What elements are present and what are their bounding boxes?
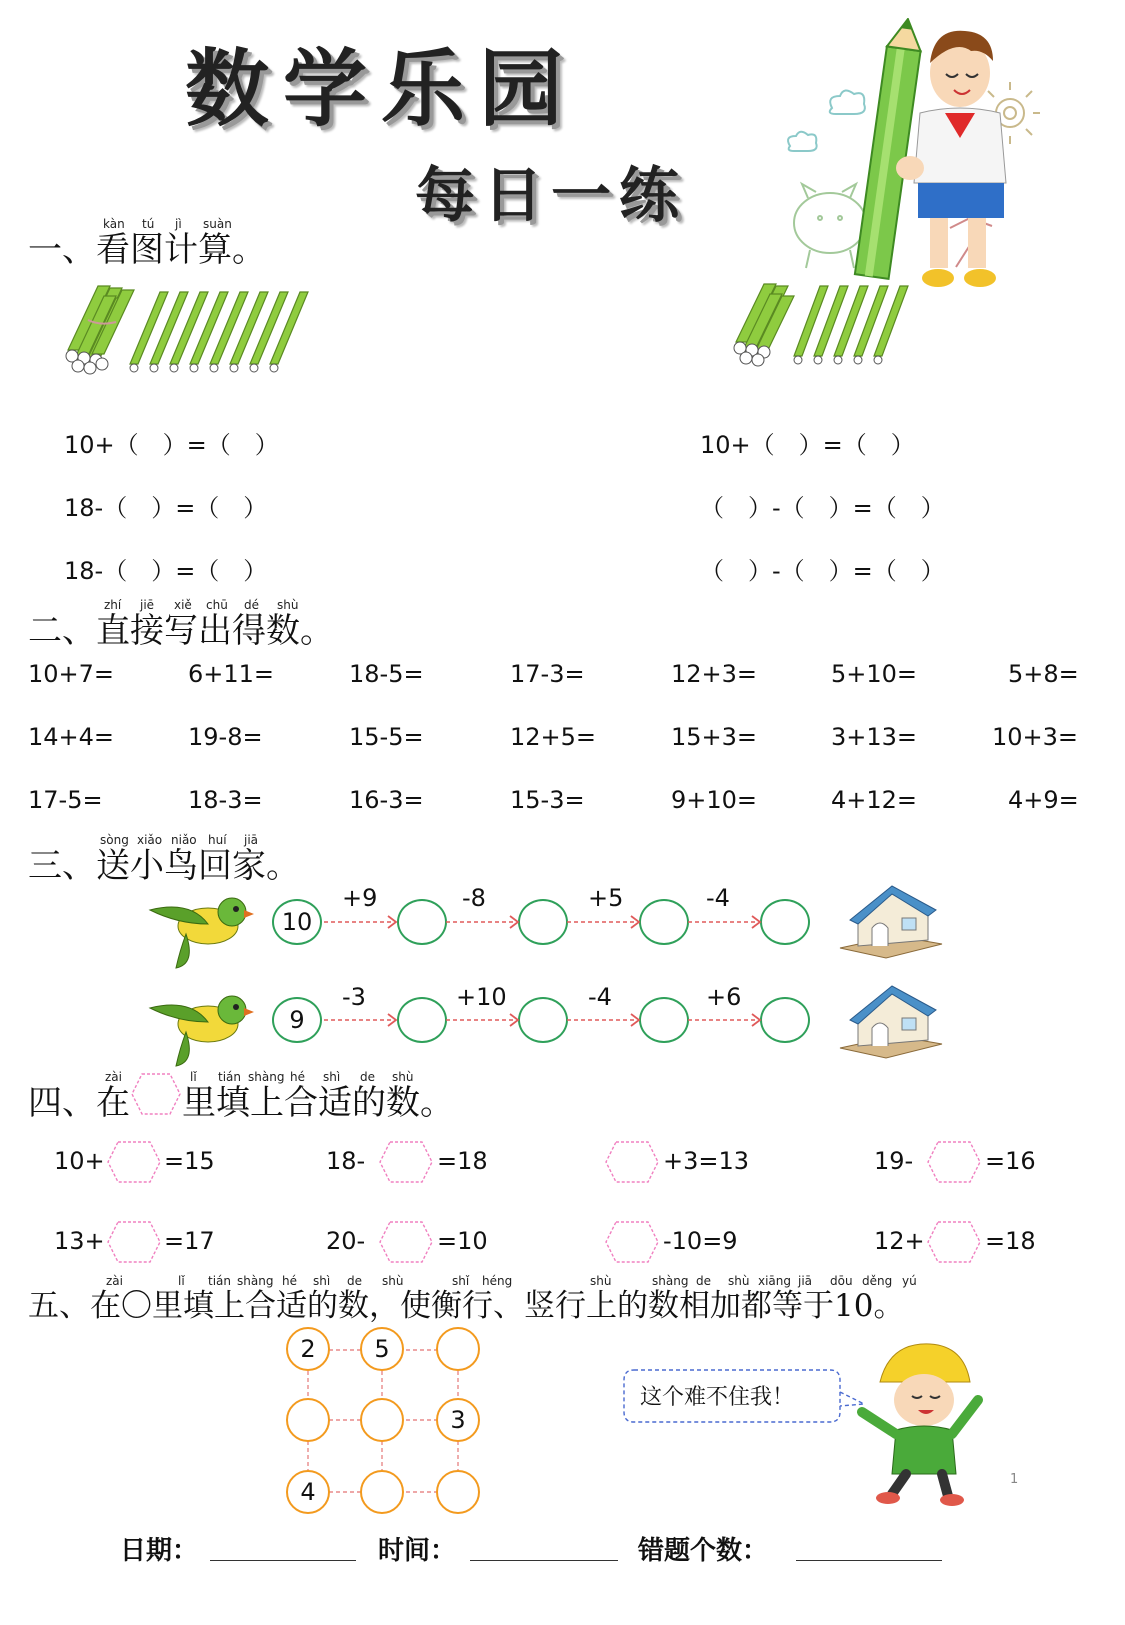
pinyin: jì [175,217,182,231]
operation-label: -8 [462,884,486,912]
pinyin: héng [482,1274,513,1288]
picture-equation: （ ）-（ ）=（ ） [700,494,945,522]
pinyin: shàng [237,1274,274,1288]
start-number-circle: 10 [272,899,322,945]
operation-label: -4 [588,983,612,1011]
grid-cell[interactable] [436,1327,480,1371]
operation-label: +9 [342,884,378,912]
pinyin: chū [206,598,228,612]
pinyin: niǎo [171,833,197,847]
pinyin: jiē [140,598,155,612]
math-problem: 12+5= [510,723,597,751]
hexagon-answer-box[interactable] [604,1140,660,1184]
hexagon-answer-box[interactable] [378,1220,434,1264]
bird-icon [146,890,256,970]
fill-in-suffix: =18 [437,1147,488,1175]
pinyin: shù [728,1274,750,1288]
hexagon-answer-box[interactable] [378,1140,434,1184]
fill-in-prefix: 12+ [874,1227,925,1255]
grid-cell: 4 [286,1470,330,1514]
grid-cell: 3 [436,1398,480,1442]
math-problem: 6+11= [188,660,275,688]
pinyin: tián [208,1274,231,1288]
pinyin: tián [218,1070,241,1084]
kid-illustration [850,1338,990,1508]
time-label: 时间： [378,1536,457,1566]
section-3-heading: 三、送小鸟回家。 [28,846,300,886]
picture-equation: （ ）-（ ）=（ ） [700,557,945,585]
house-icon [836,882,946,962]
pinyin: de [347,1274,362,1288]
pinyin: děng [862,1274,893,1288]
grid-cell: 2 [286,1327,330,1371]
pinyin: tú [142,217,155,231]
pinyin: shǐ [452,1274,470,1288]
pinyin: shàng [652,1274,689,1288]
fill-in-suffix: =10 [437,1227,488,1255]
start-number-circle: 9 [272,997,322,1043]
pinyin: hé [290,1070,305,1084]
pinyin: shù [382,1274,404,1288]
pinyin: shì [323,1070,341,1084]
pinyin: zài [106,1274,123,1288]
hexagon-answer-box[interactable] [106,1140,162,1184]
pinyin: xiě [174,598,192,612]
math-problem: 5+10= [831,660,918,688]
operation-label: -3 [342,983,366,1011]
pinyin: lǐ [190,1070,197,1084]
grid-cell[interactable] [360,1470,404,1514]
pinyin: shù [392,1070,414,1084]
grid-cell[interactable] [360,1398,404,1442]
fill-in-prefix: 10+ [54,1147,105,1175]
math-problem: 18-3= [188,786,263,814]
hexagon-answer-box[interactable] [926,1140,982,1184]
bird-icon [146,988,256,1068]
errors-label: 错题个数： [638,1536,769,1566]
pinyin: jiā [244,833,259,847]
math-problem: 14+4= [28,723,115,751]
math-problem: 10+7= [28,660,115,688]
pinyin: de [360,1070,375,1084]
stick-bundle-right [728,278,918,368]
section-2-heading: 二、直接写出得数。 [28,611,334,651]
errors-input-line[interactable] [796,1560,942,1561]
pinyin: jiā [798,1274,813,1288]
math-problem: 4+9= [1008,786,1079,814]
math-problem: 5+8= [1008,660,1079,688]
fill-in-prefix: 13+ [54,1227,105,1255]
answer-circle[interactable] [760,899,810,945]
mental-math-grid [28,660,1088,849]
pinyin: zài [105,1070,122,1084]
picture-equation: 10+（ ）=（ ） [64,431,279,459]
math-problem: 9+10= [671,786,758,814]
pinyin: de [696,1274,711,1288]
math-problem: 15+3= [671,723,758,751]
stick-bundle-left [60,280,310,380]
pinyin: xiǎo [137,833,163,847]
answer-circle[interactable] [760,997,810,1043]
pinyin: dōu [830,1274,853,1288]
operation-label: +10 [456,983,507,1011]
pinyin: shù [277,598,299,612]
fill-in-suffix: =15 [164,1147,215,1175]
page-title: 数学乐园 [185,40,578,138]
math-problem: 12+3= [671,660,758,688]
boy-with-pencil-illustration [770,18,1040,298]
math-problem: 19-8= [188,723,263,751]
fill-in-prefix: 19- [874,1147,914,1175]
operation-label: +5 [588,884,624,912]
pinyin: hé [282,1274,297,1288]
grid-cell[interactable] [436,1470,480,1514]
fill-in-suffix: =16 [985,1147,1036,1175]
pinyin: xiāng [758,1274,792,1288]
fill-in-suffix: -10=9 [663,1227,738,1255]
grid-cell: 5 [360,1327,404,1371]
fill-in-suffix: =18 [985,1227,1036,1255]
math-problem: 15-3= [510,786,585,814]
math-problem: 17-3= [510,660,585,688]
pinyin: suàn [203,217,232,231]
pinyin: kàn [103,217,125,231]
date-input-line[interactable] [210,1560,356,1561]
operation-label: +6 [706,983,742,1011]
pinyin: huí [208,833,227,847]
page-number: 1 [1010,1472,1019,1487]
hexagon-answer-box[interactable] [604,1220,660,1264]
section-5-heading: 五、在〇里填上合适的数，使衡行、竖行上的数相加都等于10。 [28,1288,905,1324]
pinyin: zhí [104,598,122,612]
pinyin: dé [244,598,259,612]
pinyin: sòng [100,833,129,847]
hexagon-answer-box[interactable] [106,1220,162,1264]
page-subtitle: 每日一练 [415,161,687,231]
grid-cell[interactable] [286,1398,330,1442]
math-problem: 15-5= [349,723,424,751]
pinyin: shù [590,1274,612,1288]
picture-equation: 18-（ ）=（ ） [64,494,268,522]
math-problem: 17-5= [28,786,103,814]
math-problem: 4+12= [831,786,918,814]
hexagon-icon [130,1072,182,1116]
math-problem: 16-3= [349,786,424,814]
hexagon-answer-box[interactable] [926,1220,982,1264]
operation-label: -4 [706,884,730,912]
picture-equation: 18-（ ）=（ ） [64,557,268,585]
pinyin: shì [313,1274,331,1288]
speech-bubble-text: 这个难不住我！ [640,1385,795,1410]
fill-in-suffix: +3=13 [663,1147,750,1175]
date-label: 日期： [120,1536,199,1566]
math-problem: 10+3= [992,723,1079,751]
arrow-connectors [322,910,762,1030]
picture-equation: 10+（ ）=（ ） [700,431,915,459]
fill-in-prefix: 20- [326,1227,366,1255]
section-4-heading: 四、在 里填上合适的数。 [28,1083,454,1123]
math-problem: 18-5= [349,660,424,688]
fill-in-suffix: =17 [164,1227,215,1255]
section-1-heading: 一、看图计算。 [28,230,266,270]
pinyin: yú [902,1274,917,1288]
math-problem: 3+13= [831,723,918,751]
pinyin: shàng [248,1070,285,1084]
fill-in-prefix: 18- [326,1147,366,1175]
time-input-line[interactable] [470,1560,618,1561]
pinyin: lǐ [178,1274,185,1288]
house-icon [836,982,946,1062]
